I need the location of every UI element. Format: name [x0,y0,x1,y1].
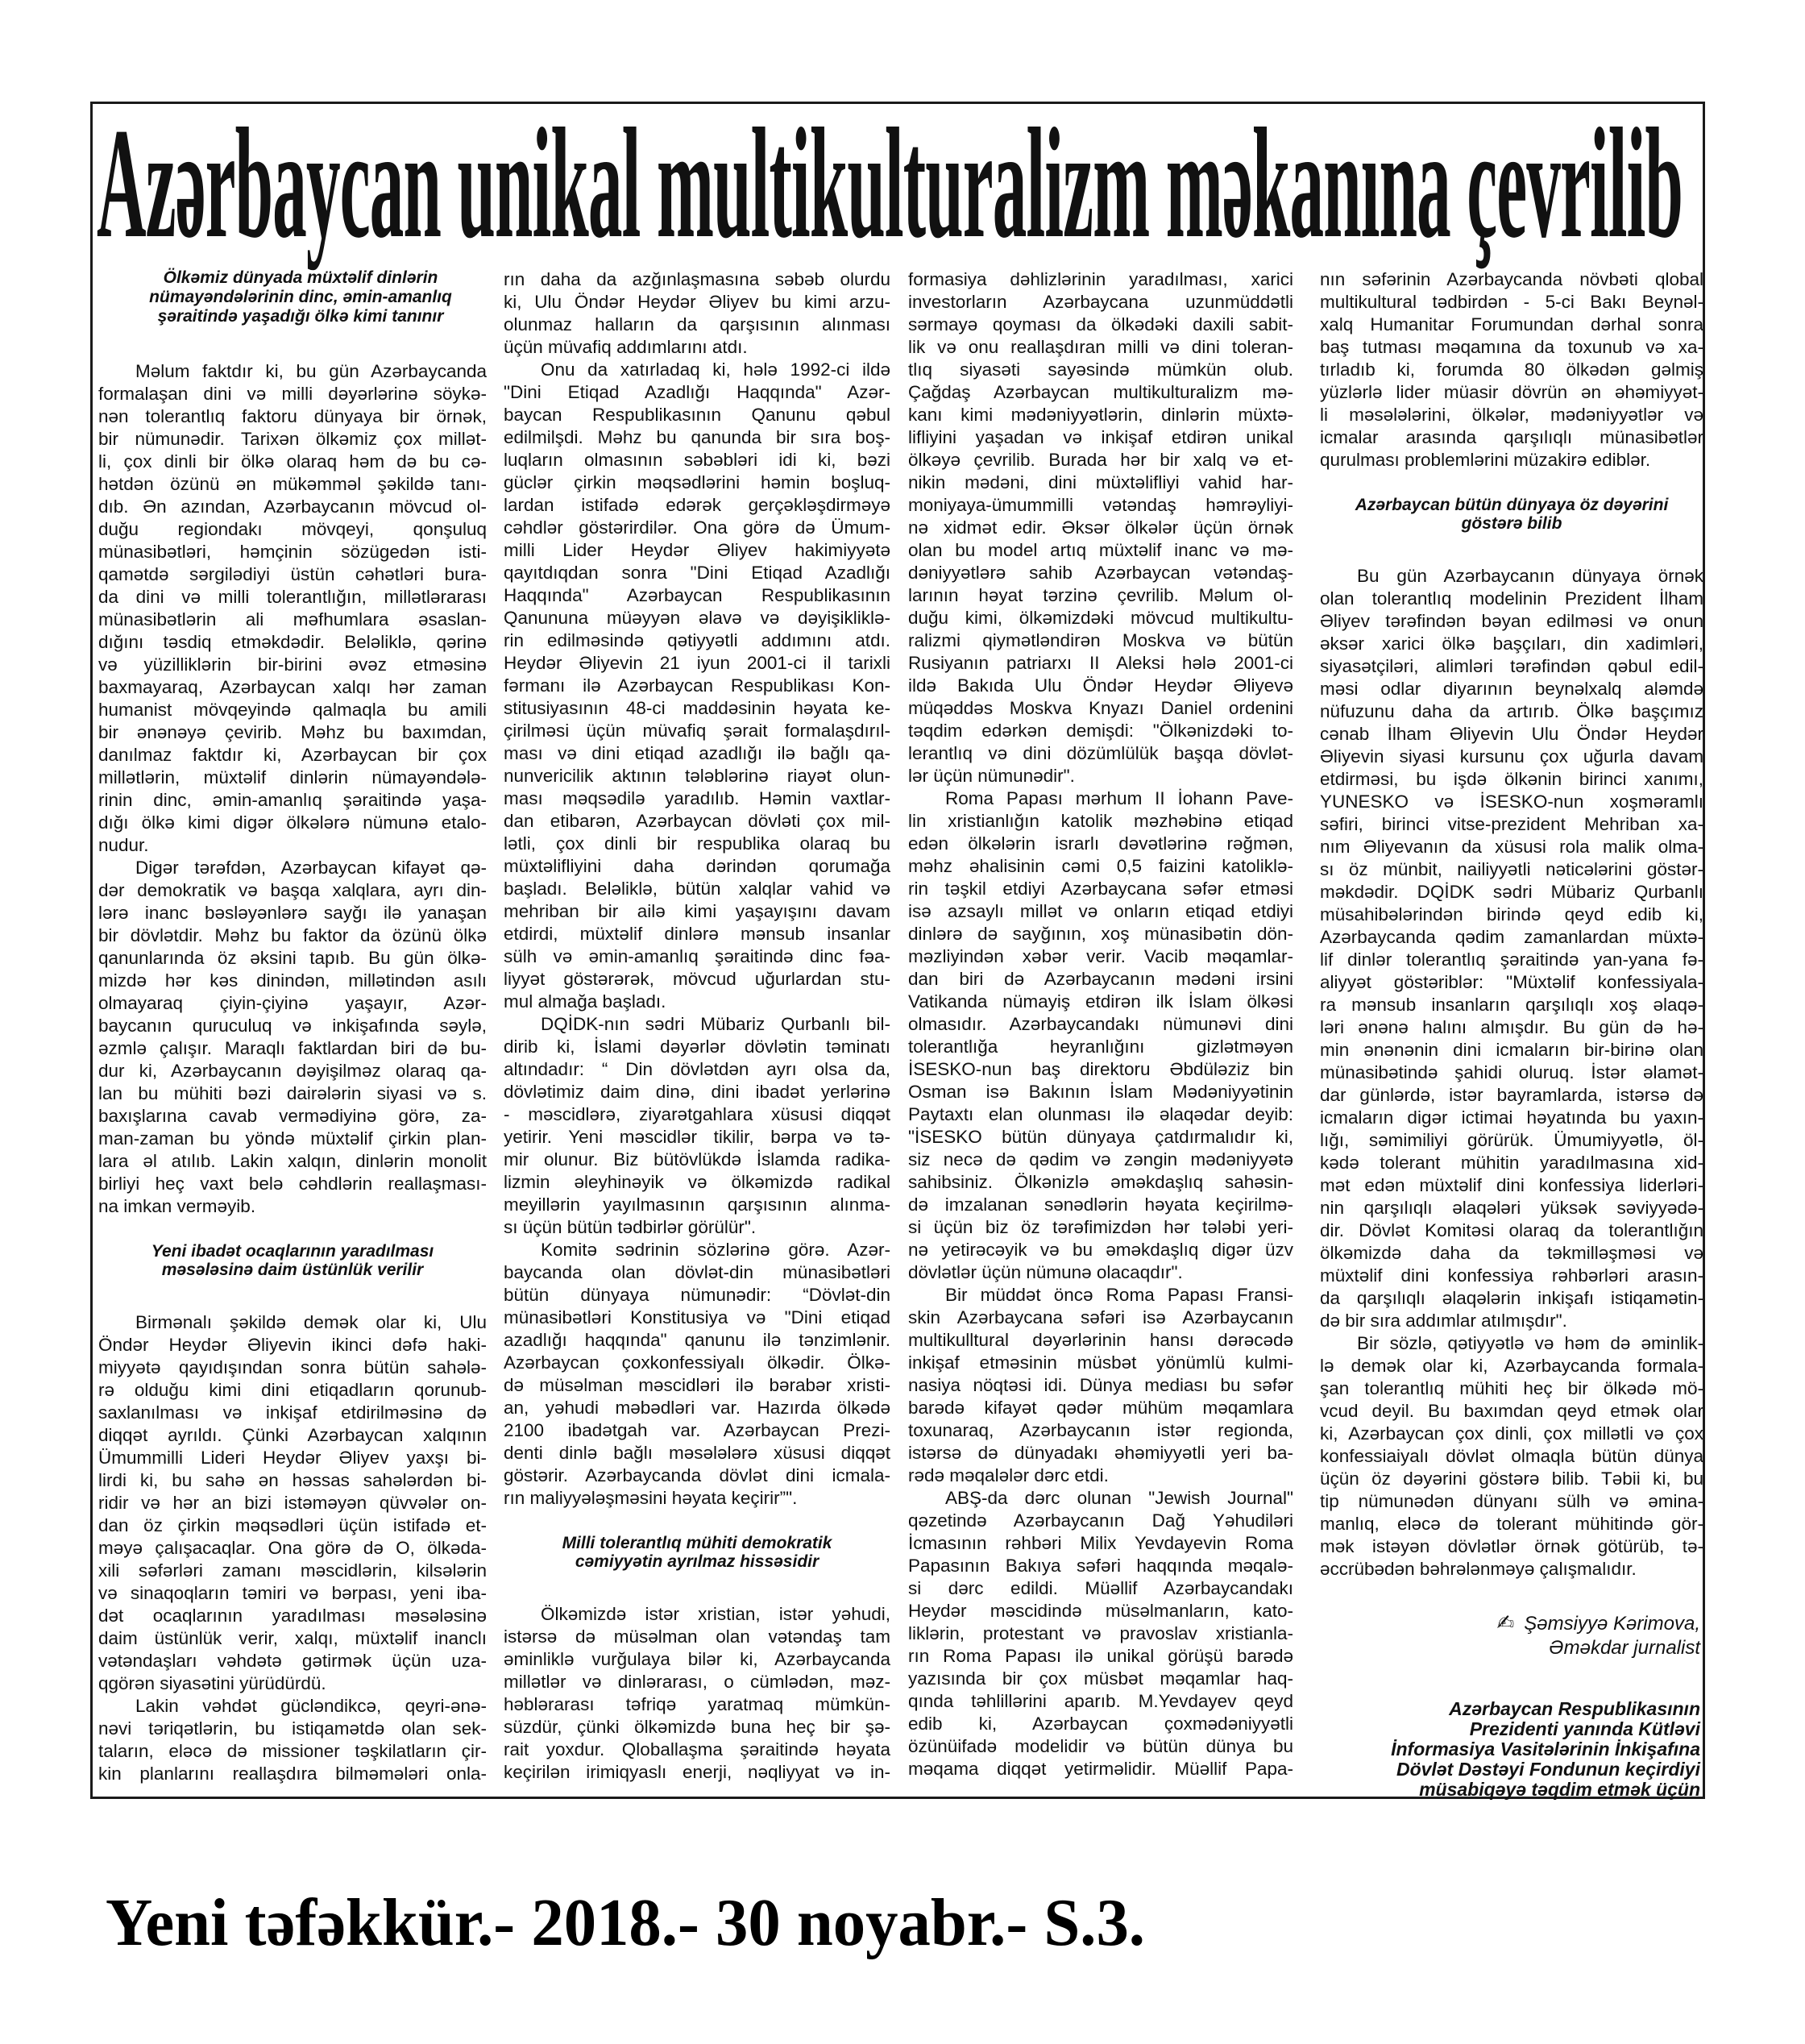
text-line: olan tolerantlıq modelinin Prezident İlham [1320,588,1703,609]
paragraph [908,787,1293,1284]
text-line: ridir və hər an bizi istəməyən qüvvələr on- [98,1493,487,1513]
text-line: Papasının Bakıya səfəri haqqında məqalə- [908,1556,1293,1576]
text-line: - məscidlərə, ziyarətgahlara xüsusi diqqət [504,1104,890,1124]
text-line: sahibsiniz. Ölkənizlə əməkdaşlıq sahəsin- [908,1172,1293,1192]
text-line: Əməkdar jurnalist [1548,1637,1700,1659]
text-line: dan biri də Azərbaycanın mədəni irsini [908,969,1293,989]
text-line: Paytaxtı elan olunması ilə əlaqədar deyib: [908,1104,1293,1124]
text-line: müqəddəs Moskva Knyazı Daniel ordenini [908,698,1293,718]
text-line: lə demək olar ki, Azərbaycanda formala- [1320,1356,1703,1376]
text-line: altındadır: “ Din dövlətdən ayrı olsa da, [504,1059,890,1079]
text-line: Dövlət Dəstəyi Fondunun keçirdiyi [1396,1759,1700,1780]
text-line: formalaşan dini və milli dəyərlərinə söykə- [98,384,487,404]
text-line: nudur. [98,835,149,855]
text-line: rait yoxdur. Qloballaşma şəraitində həyata [504,1739,890,1759]
text-line: fərmanı ilə Azərbaycan Respublikası Kon- [504,675,890,696]
text-line: moniyaya-ümummilli vətəndaş həmrəyliyi- [908,495,1293,515]
text-line: duğu kimi, ölkəmizdəki mövcud multikultu- [908,608,1293,628]
text-line: si üçün biz öz tərəfimizdən hər tələbi yeri- [908,1217,1293,1237]
text-line: dər demokratik və başqa xalqlara, ayrı din- [98,880,487,900]
text-line: ralizmi qiymətləndirən Moskva və bütün [908,630,1293,650]
text-line: investorların Azərbaycana uzunmüddətli [908,292,1293,312]
text-line: dığı ölkə kimi digər ölkələrə nümunə etalo- [98,812,487,833]
text-line: və sinaqoqların təmiri və bərpası, yeni iba- [98,1583,487,1603]
text-line: əccrübədən bəhrələnməyə çalışmalıdır. [1320,1559,1637,1579]
text-line: azadlığı haqqında" qanunu ilə tənzimlənir. [504,1330,890,1350]
text-line: yüzlərlə lider müasir dövrün ən əhəmiyyət- [1320,382,1703,402]
text-line: tırladıb ki, forumda 80 ölkədən gəlmiş [1320,359,1703,380]
paragraph [504,1013,890,1239]
text-line: Ölkəmizdə istər xristian, istər yəhudi, [541,1604,890,1624]
paragraph [908,1487,1293,1780]
text-line: kədə tolerant mühitin yaradılmasına xid- [1320,1153,1703,1173]
author-signature [1320,1611,1703,1660]
text-line: Azərbaycanda qədim zamanlardan müxtə- [1320,927,1703,947]
text-line: münasibətləri Konstitusiya və "Dini etiqad [504,1307,890,1327]
text-line [1320,1611,1700,1636]
text-line: skin Azərbaycana səfəri isə Azərbaycanın [908,1307,1293,1327]
text-line: nəvi təriqətlərin, bu istiqamətdə olan sek- [98,1718,487,1739]
paragraph [504,268,890,359]
text-line: humanist mövqeyində qalmaqla bu amili [98,700,487,720]
text-line: güclər çirkin məqsədlərini həmin boşluq- [504,472,890,492]
text-line: ölkəmizdə daha da təkmilləşməsi və [1320,1243,1703,1263]
text-line: ləri ənənə halını almışdır. Bu gün də hə- [1320,1017,1703,1037]
text-line: birliyi heç vaxt belə cəhdlərin reallaşması- [98,1174,487,1194]
text-line: Çağdaş Azərbaycan multikulturalizm mə- [908,382,1293,402]
text-line: həblərarası təfriqə yaratmaq mümkün- [504,1694,890,1714]
text-line: ması məqsədilə yaradılıb. Həmin vaxtlar- [504,788,890,808]
text-line: səfiri, birinci vitse-prezident Mehriban xa- [1320,814,1703,834]
text-line: ması və dini etiqad azadlığı ilə bağlı qa- [504,743,890,763]
text-line: dirib ki, İslami dəyərlər dövlətin təminatı [504,1037,890,1057]
article-column-2 [504,268,890,1784]
text-line: nikin mədəni, dini müxtəlifliyi vahid har- [908,472,1293,492]
text-line: müxtəlif dini konfessiya rəhbərləri arasın- [1320,1265,1703,1286]
text-line: 2100 ibadətgah var. Azərbaycan Prezi- [504,1420,890,1440]
text-line: lirdi ki, bu sahə ən həssas sahələrdən bi- [98,1470,487,1490]
text-line: icmalar arasında qarşılıqlı münasibətlər [1320,427,1703,447]
text-line: üçün öz dəyərini göstərə bilib. Təbii ki, bu [1320,1469,1703,1489]
source-citation: Yeni təfəkkür.- 2018.- 30 noyabr.- S.3. [106,1885,1145,1960]
text-line: məhz əhalisinin cəmi 0,5 faizini katoliklə- [908,856,1293,876]
text-line: konfessiaiyalı dövlət olmaqla bütün dünya [1320,1446,1703,1466]
text-line: hətdən özünü ən mükəmməl şəkildə tanı- [98,474,487,494]
text-line: aliyyət göstəriblər: "Müxtəlif konfessiyala- [1320,972,1703,992]
text-line: mir olunur. Biz bütövlükdə İslamda radika- [504,1149,890,1169]
text-line: man-zaman bu yöndə müxtəlif çirkin plan- [98,1128,487,1149]
text-line: an, yəhudi məbədləri var. Hazırda ölkədə [504,1398,890,1418]
text-line: etdirməsi, bu işdə ölkənin birinci xanımı, [1320,769,1703,789]
text-line: mək istəyən dövlətlər örnək götürüb, tə- [1320,1536,1703,1556]
text-line: lan bu mühiti bəzi dairələrin siyasi və s. [98,1083,487,1103]
text-line: münasibətlərin ali məfhumlara əsaslan- [98,609,487,629]
text-line: Digər tərəfdən, Azərbaycan kifayət qə- [135,858,487,878]
text-line: cəmiyyətin ayrılmaz hissəsidir [575,1552,820,1571]
text-line: qurulması problemlərini müzakirə ediblər. [1320,450,1651,470]
paragraph [504,359,890,1013]
text-line: Rusiyanın patriarxı II Aleksi hələ 2001-ci [908,653,1293,673]
text-line: məyə çalışacaqlar. Ona görə də O, ölkəda- [98,1538,487,1558]
contest-note [1320,1699,1703,1800]
text-line: Vatikanda nümayiş etdirən ilk İslam ölkəsi [908,991,1293,1012]
text-line: meyillərin yayılmasının qarşısının alınma- [504,1194,890,1215]
text-line: nin qarşılıqlı əlaqələri yüksək səviyyədə- [1320,1198,1703,1218]
paragraph [1320,565,1703,1332]
text-line: da dini və milli tolerantlığın, millətlərarası [98,587,487,607]
text-line: etdirdi, müxtəlif dinlərə mənsub insanlar [504,924,890,944]
text-line: nüfuzunu daha da artırıb. Ölkə başçımız [1320,701,1703,721]
text-line: lin xristianlığın katolik məzhəbinə etiqad [908,811,1293,831]
text-line: sı üçün bütün tədbirlər görülür". [504,1217,757,1237]
text-line: lər üçün nümunədir". [908,766,1075,786]
text-line: Onu da xatırladaq ki, hələ 1992-ci ildə [541,359,890,380]
text-line: saxlanılması və inkişaf etdirilməsinə də [98,1402,487,1423]
text-line: qəzetində Azərbaycanın Dağ Yəhudiləri [908,1510,1293,1531]
text-line: başladı. Beləliklə, bütün xalqlar vahid və [504,879,890,899]
text-line: "Dini Etiqad Azadlığı Haqqında" Azər- [504,382,890,402]
text-line: dan öz çirkin məqsədləri üçün istifadə et- [98,1515,487,1535]
text-line: Osman isə Bakının İslam Mədəniyyətinin [908,1082,1293,1102]
text-line: nümayəndələrinin dinc, əmin-amanlıq [149,288,452,306]
text-line: istərsə də dünyadakı əhəmiyyətli yeri ba- [908,1443,1293,1463]
text-line: vətəndaşları vəhdətə gətirmək üçün uza- [98,1651,487,1671]
text-line: Bir müddət öncə Roma Papası Fransi- [945,1285,1293,1305]
text-line: Milli tolerantlıq mühiti demokratik [562,1534,832,1552]
text-line: sülh və əmin-amanlıq şəraitində dinc fəa- [504,946,890,966]
text-line: tolerantlığa heyranlığını gizlətməyən [908,1037,1293,1057]
text-line: əksər xarici ölkə başçıları, din xadimləri, [1320,634,1703,654]
text-line: millətlərin, müxtəlif dinlərin nümayəndələ- [98,767,487,787]
text-line: dəniyyətlərə sahib Azərbaycan vətəndaş- [908,563,1293,583]
paragraph [1320,1332,1703,1581]
text-line: rin edilməsində qətiyyətli addımını atdı. [504,630,890,650]
text-line: manlıq, eləcə də tolerant mühitində gör- [1320,1514,1703,1534]
article-subheadline [98,268,487,326]
text-line: çirilməsi üçün müvafiq şərait formalaşdırıl- [504,721,890,741]
text-line: Azərbaycan çoxkonfessiyalı ölkədir. Ölkə- [504,1352,890,1373]
text-line: məqama diqqət yetirməlidir. Müəllif Papa- [908,1759,1293,1779]
text-line: edən ölkələrin israrlı dəvətlərinə rəğmən, [908,833,1293,854]
text-line: min ənənənin dini icmaların bir-birinə olan [1320,1040,1703,1060]
text-line: İcmasının rəhbəri Milix Yevdayevin Roma [908,1533,1293,1553]
text-line: qanunlarında öz əksini tapıb. Bu gün ölkə- [98,948,487,968]
text-line: mehriban bir ailə kimi yaşayışını davam [504,901,890,921]
text-line: bir ənənəyə çevirib. Məhz bu baxımdan, [98,722,487,742]
text-line: əzmlə çalışır. Maraqlı faktlardan biri də bu- [98,1038,487,1058]
text-line: sı öz münbit, nailiyyətli nəticələrini göstər- [1320,859,1703,879]
text-line: multikultural tədbirdən - 5-ci Bakı Beynəl- [1320,292,1703,312]
text-line: rın daha da azğınlaşmasına səbəb olurdu [504,269,890,289]
text-line: nın səfərinin Azərbaycanda növbəti qlobal [1320,269,1703,289]
text-line: özünüifadə modelidir və bütün dünya bu [908,1736,1293,1756]
text-line: inkişaf etməsinin müsbət yönümlü kulmi- [908,1352,1293,1373]
text-line: Məlum faktdır ki, bu gün Azərbaycanda [135,361,487,381]
text-line: məsi odlar diyarının beynəlxalq aləmdə [1320,679,1703,699]
text-line: ABŞ-da dərc olunan "Jewish Journal" [945,1488,1293,1508]
text-line: "İSESKO bütün dünyaya çatdırmalıdır ki, [908,1127,1293,1147]
text-line: diqqət ayrıldı. Çünki Azərbaycan xalqının [98,1425,487,1445]
text-line: toxunaraq, Azərbaycanın istər regionda, [908,1420,1293,1440]
text-line: göstərə bilib [1461,514,1562,533]
text-line: formasiya dəhlizlərinin yaradılması, xarici [908,269,1293,289]
text-line: də bir sıra addımlar atılmışdır". [1320,1311,1567,1331]
text-line: dan etibarən, Azərbaycan dövləti çox mil- [504,811,890,831]
text-line: stitusiyasının 48-ci maddəsinin həyata ke- [504,698,890,718]
text-line: lara əl atılıb. Lakin xalqın, dinlərin monolit [98,1151,487,1171]
text-line: Ölkəmiz dünyada müxtəlif dinlərin [163,268,438,287]
text-line: rın Roma Papası ilə unikal görüşü barədə [908,1646,1293,1666]
text-line: qında təhlillərini aparıb. M.Yevdayev qeyd [908,1691,1293,1711]
author-name: Şəmsiyyə Kərimova, [1524,1613,1700,1635]
section-heading [1320,496,1703,533]
text-line: danılmaz faktdır ki, Azərbaycan bir çox [98,745,487,765]
text-line: cənab İlham Əliyevin Ulu Öndər Heydər [1320,724,1703,744]
text-line: na imkan verməyib. [98,1196,256,1216]
text-line: Prezidenti yanında Kütləvi [1469,1718,1700,1739]
text-line: Azərbaycan Respublikasının [1449,1698,1700,1719]
text-line: də müsəlman məscidləri ilə bərabər xristi- [504,1375,890,1395]
text-line: lerantlıq və dini dözümlülük başqa dövlət- [908,743,1293,763]
text-line: İnformasiya Vasitələrinin İnkişafına [1391,1739,1700,1759]
text-line: cəhdlər göstərirdilər. Ona görə də Ümum- [504,517,890,538]
text-line: baycan Respublikasının Qanunu qəbul [504,405,890,425]
text-line: Birmənalı şəkildə demək olar ki, Ulu [135,1312,487,1332]
text-line: məkdədir. DQİDK sədri Mübariz Qurbanlı [1320,882,1703,902]
text-line: lifliyini yaşadan və inkişaf etdirən unikal [908,427,1293,447]
text-line: Heydər məscidində müsəlmanların, kato- [908,1601,1293,1621]
text-line: rədə məqalələr dərc etdi. [908,1465,1109,1485]
text-line: keçirilən irimiqyaslı enerji, nəqliyyat və in- [504,1762,890,1782]
text-line: baycanda olan dövlət-din münasibətləri [504,1262,890,1282]
text-line: dar günlərdə, istər bayramlarda, istərsə də [1320,1085,1703,1105]
text-line: lik və onu reallaşdıran milli və dini toleran- [908,337,1293,357]
text-line: olmasıdır. Azərbaycandakı nümunəvi dini [908,1014,1293,1034]
text-line: və yüzilliklərin bir-birini əvəz etməsinə [98,654,487,675]
text-line: dıb. Ən azından, Azərbaycanın mövcud ol- [98,496,487,517]
text-line: taların, eləcə də missioner təşkilatların çir- [98,1741,487,1761]
text-line: əminliklə vurğulaya bilər ki, Azərbaycanda [504,1649,890,1669]
text-line: siz necə də qədim və zəngin mədəniyyətə [908,1149,1293,1169]
text-line: nə xidmət edir. Əksər ölkələr üçün örnək [908,517,1293,538]
text-line: ki, Azərbaycan çox dinli, çox millətli və çox [1320,1423,1703,1444]
text-line: lətli, çox dinli bir respublika olaraq bu [504,833,890,854]
text-line: mul almağa başladı. [504,991,666,1012]
text-line: ra mənsub insanların qarşılıqlı xoş əlaqə- [1320,995,1703,1015]
text-line: barədə kifayət qədər mühüm məqamlara [908,1398,1293,1418]
text-line: edilmilşdi. Məhz bu qanunda bir sıra boş- [504,427,890,447]
article-column-4 [1320,268,1703,1800]
paragraph [98,1695,487,1785]
text-line: müxtəlifliyini daha dərindən qorumağa [504,856,890,876]
text-line: dövlətimiz daim dinə, dini ibadət yerlərinə [504,1082,890,1102]
article-column-1 [98,268,487,1785]
text-line: siyasətçiləri, alimləri tərəfindən qəbul edil- [1320,656,1703,676]
text-line: İSESKO-nun baş direktoru Əbdüləziz bin [908,1059,1293,1079]
paragraph [504,1603,890,1784]
text-line: Qanununa müəyyən əlavə və dəyişikliklə- [504,608,890,628]
text-line: denti dinlə bağlı məsələlərə xüsusi diqqət [504,1443,890,1463]
text-line: da qarşılıqlı əlaqələrin inkişafı istiqamətin- [1320,1288,1703,1308]
text-line: dət ocaqlarının yaradılması məsələsinə [98,1606,487,1626]
text-line: Əliyevin siyasi kursunu çox uğurla davam [1320,746,1703,766]
text-line: Ümummilli Lideri Heydər Əliyev yaxşı bi- [98,1448,487,1468]
text-line: luqların olmasının səbəbləri idi ki, bəzi [504,450,890,470]
text-line: liyyət göstərərək, mövcud uğurlardan stu- [504,969,890,989]
text-line: vcud deyil. Bu baxımdan qeyd etmək olar [1320,1401,1703,1421]
text-line: tlıq siyasəti sayəsində mümkün olub. [908,359,1293,380]
text-line: tip nümunədən dünyanı sülh və əmina- [1320,1491,1703,1511]
text-line: Yeni ibadət ocaqlarının yaradılması [151,1242,434,1261]
text-line: baş tutması məqamına da toxunub və xa- [1320,337,1703,357]
text-line: icmaların digər ictimai həyatında bu yaxın- [1320,1107,1703,1128]
paragraph [504,1239,890,1510]
text-line: də imzalanan sənədlərin həyata keçirilmə- [908,1194,1293,1215]
text-line: rinin dinc, əmin-amanlıq şəraitində yaşa- [98,790,487,810]
pen-icon: ✍ [1496,1611,1515,1635]
text-line: nım Əliyevanın da xüsusi rola malik olma- [1320,837,1703,857]
text-line: müsahibələrindən birində qeyd edib ki, [1320,904,1703,924]
text-line: milli Lider Heydər Əliyev hakimiyyətə [504,540,890,560]
text-line: müsabiqəyə təqdim etmək üçün [1419,1779,1700,1800]
text-line: miyyətə qayıdışından sonra bütün sahələ- [98,1357,487,1377]
text-line: ölkəyə çevrilib. Burada hər bir xalq və et- [908,450,1293,470]
text-line: bir dövlətdir. Məhz bu faktor da özünü ölkə [98,925,487,945]
text-line: məsələsinə daim üstünlük verilir [161,1261,424,1279]
text-line: dir. Dövlət Komitəsi olaraq da tolerantlığın [1320,1220,1703,1240]
text-line: qamətdə sərgilədiyi üstün cəhətləri bura- [98,564,487,584]
text-line: YUNESKO və İSESKO-nun xoşməramlı [1320,791,1703,812]
text-line: nən tolerantlıq faktoru dünyaya bir örnək, [98,406,487,426]
text-line: Öndər Heydər Əliyevin ikinci dəfə haki- [98,1335,487,1355]
text-line: şəraitində yaşadığı ölkə kimi tanınır [157,307,444,326]
text-line: təqdim edərkən demişdi: "Ölkənizdəki to- [908,721,1293,741]
text-line: Heydər Əliyevin 21 iyun 2001-ci il tarixli [504,653,890,673]
text-line: qgörən siyasətini yürüdürdü. [98,1673,326,1693]
text-line: məzliyindən xəbər verir. Vacib məqamlar- [908,946,1293,966]
text-line: göstərir. Azərbaycanda dövlət dini icmala- [504,1465,890,1485]
text-line: Bir sözlə, qətiyyətlə və həm də əminlik- [1357,1333,1703,1353]
text-line: sərmayə qoyması da ölkədəki daxili sabit- [908,314,1293,334]
text-line: rın maliyyələşməsini həyata keçirir”". [504,1488,798,1508]
text-line: nasiya nöqtəsi idi. Dünya mediası bu səfər [908,1375,1293,1395]
paragraph [908,1284,1293,1487]
text-line: DQİDK-nın sədri Mübariz Qurbanlı bil- [541,1014,890,1034]
text-line: si dərc edildi. Müəllif Azərbaycandakı [908,1578,1293,1598]
text-line: Lakin vəhdət gücləndikcə, qeyri-ənə- [135,1696,487,1716]
text-line: kanı kimi mədəniyyətlərin, dinlərin müxtə- [908,405,1293,425]
text-line: daim üstünlük verir, xalqı, müxtəlif inanclı [98,1628,487,1648]
text-line: lardan istifadə edərək gerçəkləşdirməyə [504,495,890,515]
text-line: larının həyat tərzinə çevrilib. Məlum ol- [908,585,1293,605]
text-line: multikulltural dəyərlərinin hansı dərəcədə [908,1330,1293,1350]
text-line: xili səfərləri zamanı məscidlərin, kilsələrin [98,1560,487,1581]
paragraph [98,857,487,1218]
text-line: lığı, səmimiliyi görürük. Ümumiyyətlə, öl- [1320,1130,1703,1150]
text-line: Roma Papası mərhum II İohann Pave- [945,788,1293,808]
text-line: ildə Bakıda Ulu Öndər Heydər Əliyevə [908,675,1293,696]
article-column-3 [908,268,1293,1780]
text-line: olunmaz halların da qarşısının alınması [504,314,890,334]
paragraph [1320,268,1703,472]
text-line: dığını təsdiq etməkdədir. Beləliklə, qərinə [98,632,487,652]
text-line: lizmin əleyhinəyik və ölkəmizdə radikal [504,1172,890,1192]
text-line: baycanın quruculuq və inkişafında səylə, [98,1016,487,1036]
text-line: olan bu model artıq müxtəlif inanc və mə- [908,540,1293,560]
text-line: şan tolerantlıq mühiti heç bir ölkədə mö- [1320,1378,1703,1398]
text-line: xalq Humanitar Forumundan dərhal sonra [1320,314,1703,334]
text-line: rin təşkil etdiyi Azərbaycana səfər etməsi [908,879,1293,899]
text-line: nunvericilik aktının tələblərinə riayət olun- [504,766,890,786]
text-line: istərsə də müsəlman olan vətəndaş tam [504,1626,890,1647]
text-line: dur ki, Azərbaycanın dəyişilməz olaraq qa- [98,1061,487,1081]
text-line: Bu gün Azərbaycanın dünyaya örnək [1357,566,1703,586]
text-line: Komitə sədrinin sözlərinə görə. Azər- [541,1240,890,1260]
text-line: mət edən müxtəlif dini konfessiya liderləri- [1320,1175,1703,1195]
paragraph [98,360,487,857]
text-line: nə yetirəcəyik və bu əməkdaşlıq digər üzv [908,1240,1293,1260]
text-line: li məsələlərini, ölkələr, mədəniyyətlər və [1320,405,1703,425]
text-line: bütün dünyaya nümunədir: “Dövlət-din [504,1285,890,1305]
text-line: edib ki, Azərbaycan çoxmədəniyyətli [908,1714,1293,1734]
text-line: mizdə hər kəs dinindən, millətindən asılı [98,970,487,991]
text-line: Haqqında" Azərbaycan Respublikasının [504,585,890,605]
article-headline: Azərbaycan unikal multikulturalizm məkanına çevrilib [97,96,1683,271]
text-line: dövlətlər üçün nümunə olacaqdır". [908,1262,1183,1282]
text-line: süzdür, çünki ölkəmizdə buna heç bir şə- [504,1717,890,1737]
text-line: ki, Ulu Öndər Heydər Əliyev bu kimi arzu- [504,292,890,312]
text-line: kin planlarını reallaşdıra bilməmələri onla- [98,1764,487,1784]
text-line: Əliyev tərəfindən bəyan edilməsi və onun [1320,611,1703,631]
text-line: baxışlarına cavab vermədiyinə görə, za- [98,1106,487,1126]
text-line: bir nümunədir. Tarixən ölkəmiz çox millət- [98,429,487,449]
text-line: lərə inanc bəsləyənlərə sayğı ilə yanaşan [98,903,487,923]
section-heading [98,1242,487,1279]
text-line: lif dinlər tolerantlıq şəraitində yan-yana fə- [1320,949,1703,970]
text-line: isə azsaylı millət və onların etiqad etdiyi [908,901,1293,921]
text-line: münasibətləri, həmçinin sözügedən isti- [98,542,487,562]
text-line: dinlərə də sayğının, xoş münasibətin dön- [908,924,1293,944]
text-line: baxmayaraq, Azərbaycan xalqı hər zaman [98,677,487,697]
text-line: liklərin, protestant və pravoslav xristianla- [908,1623,1293,1643]
text-line: rə olduğu kimi dini etiqadların qorunub- [98,1380,487,1400]
text-line: üçün müvafiq addımlarını atdı. [504,337,748,357]
section-heading [504,1534,890,1571]
text-line: duğu regiondakı mövqeyi, qonşuluq [98,519,487,539]
text-line: qayıtdıqdan sonra "Dini Etiqad Azadlığı [504,563,890,583]
text-line: li, çox dinli bir ölkə olaraq həm də bu cə- [98,451,487,472]
text-line: millətlər və dinlərarası, o cümlədən, məz- [504,1672,890,1692]
paragraph [98,1311,487,1695]
text-line: olmayaraq çiyin-çiyinə yaşayır, Azər- [98,993,487,1013]
text-line: yetirir. Yeni məscidlər tikilir, bərpa və tə- [504,1127,890,1147]
paragraph [908,268,1293,787]
text-line: yazısında bir çox müsbət məqamlar haq- [908,1668,1293,1689]
text-line: münasibətində şahidi oluruq. İstər əlamət- [1320,1062,1703,1082]
text-line: Azərbaycan bütün dünyaya öz dəyərini [1355,496,1669,514]
